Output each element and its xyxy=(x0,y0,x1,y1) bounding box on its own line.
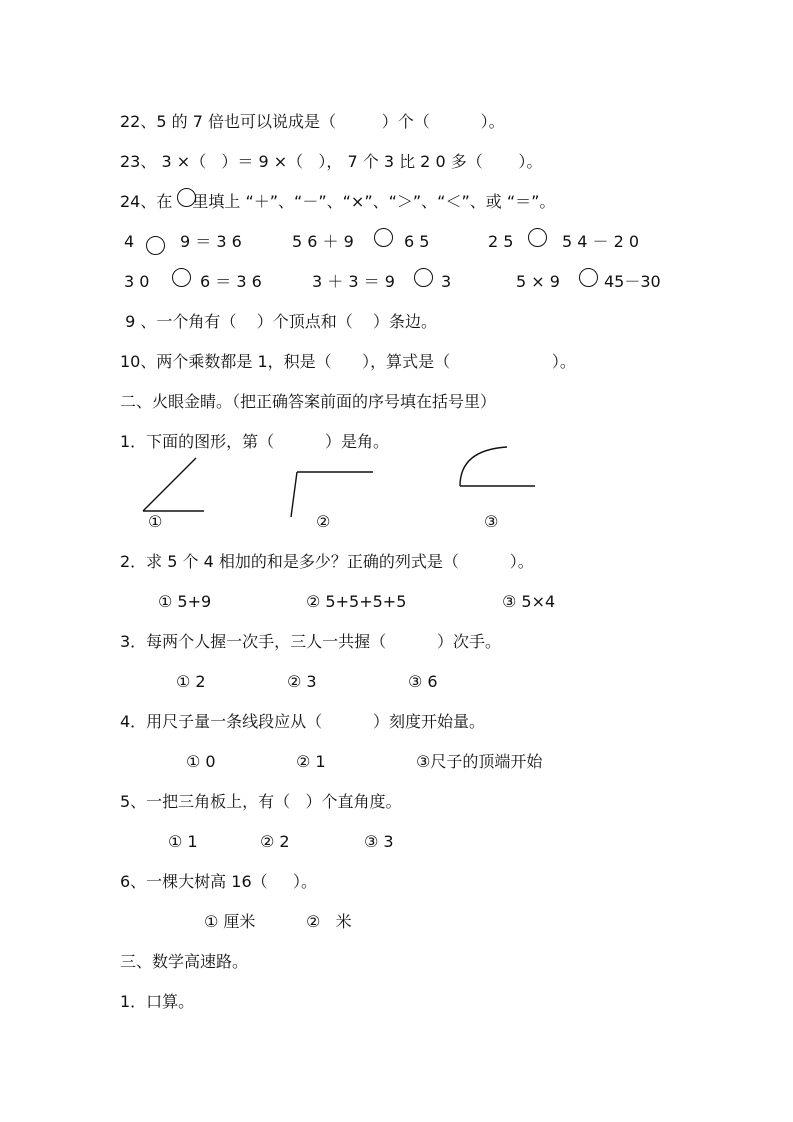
q4-option-2[interactable]: ② 1 xyxy=(296,752,326,771)
question-24-prefix: 24、在 xyxy=(120,192,173,211)
q2-option-1[interactable]: ① 5+9 xyxy=(158,592,212,611)
p2-question-5: 5、一把三角板上，有（ ）个直角度。 xyxy=(120,792,402,811)
q3-option-2[interactable]: ② 3 xyxy=(287,672,317,691)
q6-option-2[interactable]: ② 米 xyxy=(306,912,352,931)
question-24-suffix: 里填上 “＋”、“－”、“×”、“＞”、“＜”、或 “＝”。 xyxy=(192,192,556,211)
p2-question-1: 1．下面的图形，第（ ）是角。 xyxy=(120,432,390,451)
figure-label-1: ① xyxy=(148,512,163,531)
question-10: 10、两个乘数都是 1，积是（ ），算式是（ ）。 xyxy=(120,352,576,371)
q5-option-2[interactable]: ② 2 xyxy=(260,832,290,851)
q3-option-3[interactable]: ③ 6 xyxy=(408,672,438,691)
figure-2-angle xyxy=(291,472,373,517)
q3-option-1[interactable]: ① 2 xyxy=(176,672,206,691)
compare-2c-left: 5 × 9 xyxy=(516,272,560,291)
q5-option-1[interactable]: ① 1 xyxy=(168,832,198,851)
section-3-heading: 三、数学高速路。 xyxy=(120,952,249,971)
q4-option-3[interactable]: ③尺子的顶端开始 xyxy=(416,752,543,771)
q2-option-2[interactable]: ② 5+5+5+5 xyxy=(306,592,407,611)
p2-question-2: 2．求 5 个 4 相加的和是多少？正确的列式是（ ）。 xyxy=(120,552,534,571)
compare-1c-right: 5 4 － 2 0 xyxy=(562,232,640,251)
compare-2b-left: 3 ＋ 3 ＝ 9 xyxy=(312,272,395,291)
q5-option-3[interactable]: ③ 3 xyxy=(364,832,394,851)
compare-2a-left: 3 0 xyxy=(124,272,150,291)
compare-2a-right: 6 ＝ 3 6 xyxy=(200,272,262,291)
question-22: 22、5 的 7 倍也可以说成是（ ）个（ ）。 xyxy=(120,112,505,131)
q4-option-1[interactable]: ① 0 xyxy=(186,752,216,771)
figure-3-arc xyxy=(460,447,535,486)
figure-label-2: ② xyxy=(316,512,331,531)
q6-option-1[interactable]: ① 厘米 xyxy=(204,912,256,931)
p2-question-6: 6、一棵大树高 16（ ）。 xyxy=(120,872,318,891)
p2-question-4: 4．用尺子量一条线段应从（ ）刻度开始量。 xyxy=(120,712,486,731)
p3-question-1: 1．口算。 xyxy=(120,992,195,1011)
question-23: 23、 3 ×（ ）＝ 9 ×（ ）， 7 个 3 比 2 0 多（ ）。 xyxy=(120,152,543,171)
figure-1-two-segments xyxy=(143,458,204,511)
figure-label-3: ③ xyxy=(484,512,499,531)
p2-question-3: 3．每两个人握一次手，三人一共握（ ）次手。 xyxy=(120,632,502,651)
compare-1b-left: 5 6 ＋ 9 xyxy=(292,232,354,251)
question-9: 9 、一个角有（ ）个顶点和（ ）条边。 xyxy=(120,312,438,331)
compare-2c-right: 45－30 xyxy=(604,272,661,291)
section-2-heading: 二、火眼金睛。（把正确答案前面的序号填在括号里） xyxy=(120,392,497,411)
q2-option-3[interactable]: ③ 5×4 xyxy=(502,592,556,611)
compare-2b-right: 3 xyxy=(441,272,452,291)
compare-1b-right: 6 5 xyxy=(404,232,430,251)
compare-1a-right: 9 ＝ 3 6 xyxy=(180,232,242,251)
compare-1c-left: 2 5 xyxy=(488,232,514,251)
compare-1a-left: 4 xyxy=(124,232,135,251)
